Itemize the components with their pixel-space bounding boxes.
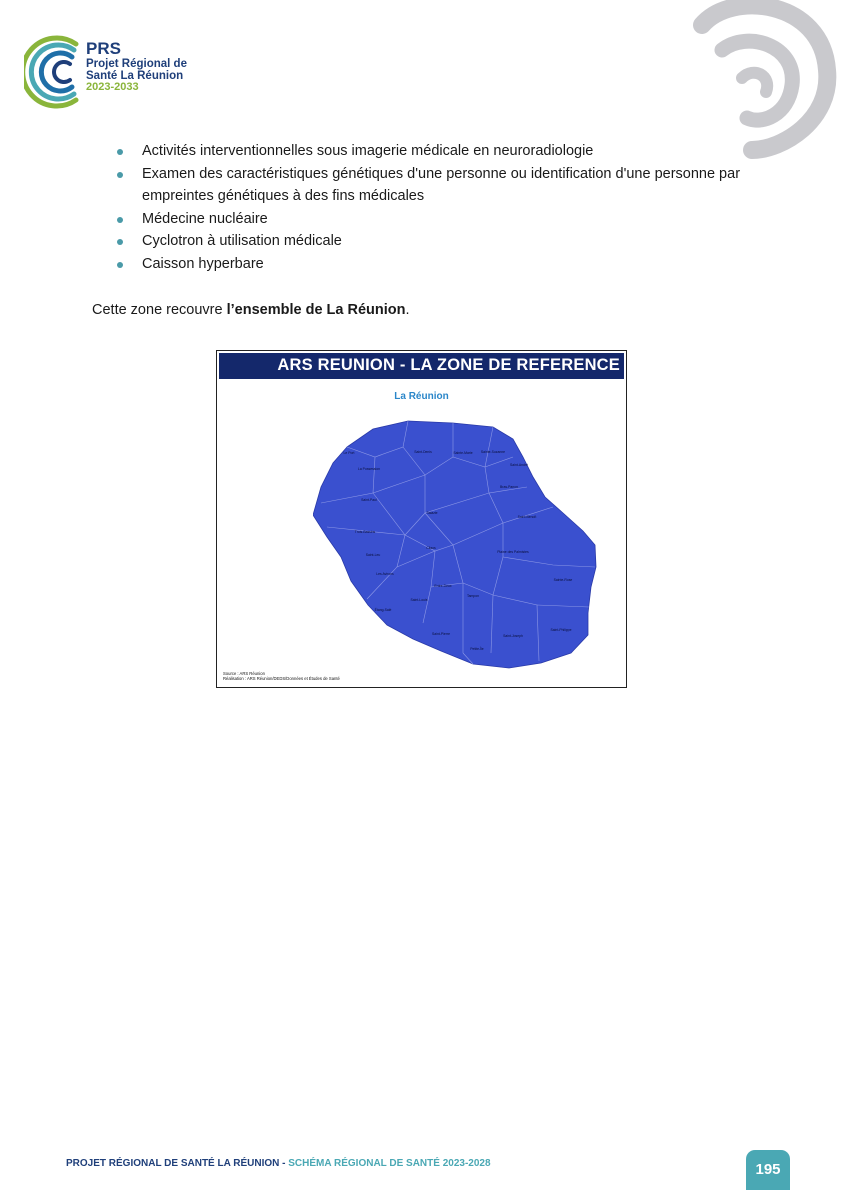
list-item: Médecine nucléaire xyxy=(112,208,772,231)
commune-label: Entre-Deux xyxy=(434,584,452,588)
commune-label: Le Port xyxy=(343,451,355,455)
paragraph-prefix: Cette zone recouvre xyxy=(92,302,227,318)
commune-label: Saint-Denis xyxy=(414,450,432,454)
map-source-note xyxy=(223,671,340,681)
commune-label: Étang-Salé xyxy=(374,608,392,612)
map-source-line: Source : ARS Réunion xyxy=(223,670,265,676)
commune-label: Saint-André xyxy=(510,463,528,467)
paragraph-suffix: . xyxy=(405,302,410,318)
zone-paragraph xyxy=(92,299,410,321)
logo-line-2: Santé La Réunion xyxy=(86,69,184,82)
decorative-swirl-icon xyxy=(692,0,842,160)
activity-list xyxy=(112,140,772,275)
footer-section-title: SCHÉMA RÉGIONAL DE SANTÉ 2023-2028 xyxy=(288,1158,491,1169)
commune-label: Saint-Philippe xyxy=(550,628,572,632)
commune-label: Saint-Benoît xyxy=(517,515,537,519)
commune-label: Tampon xyxy=(466,594,480,598)
commune-label: Saint-Pierre xyxy=(432,632,450,636)
page-footer xyxy=(66,1158,491,1169)
page-number: 195 xyxy=(746,1150,790,1190)
list-item: Caisson hyperbare xyxy=(112,253,772,276)
prs-logo xyxy=(24,30,224,112)
list-item: Examen des caractéristiques génétiques d'une personne ou identification d'une personne par empreintes génétiques à des fins médicales xyxy=(112,163,772,208)
logo-years: 2023-2033 xyxy=(86,80,139,93)
commune-label: Sainte-Rose xyxy=(553,578,573,582)
commune-label: Saint-Leu xyxy=(365,553,381,557)
paragraph-emphasis: l’ensemble de La Réunion xyxy=(226,302,406,318)
map-subtitle: La Réunion xyxy=(394,391,449,402)
figure-title: ARS REUNION - LA ZONE DE REFERENCE xyxy=(277,356,620,374)
commune-label: Les Avirons xyxy=(376,572,394,576)
commune-label: Cilaos xyxy=(426,546,436,550)
commune-label: Trois-Bassins xyxy=(354,530,376,534)
commune-label: Sainte-Suzanne xyxy=(480,450,506,454)
map-credit-line: Réalisation : ARS Réunion/DEDS/Données et Études de Santé xyxy=(223,675,340,681)
commune-label: Petite-Île xyxy=(470,647,484,651)
commune-label: Saint-Louis xyxy=(410,598,428,602)
list-item: Cyclotron à utilisation médicale xyxy=(112,230,772,253)
commune-label: Saint-Paul xyxy=(361,498,377,502)
commune-label: Sainte-Marie xyxy=(453,451,473,455)
prs-logo-icon xyxy=(24,30,84,110)
logo-acronym: PRS xyxy=(86,39,121,58)
commune-label: La Possession xyxy=(357,467,381,471)
logo-line-1: Projet Régional de xyxy=(86,57,187,70)
figure-header xyxy=(219,353,624,379)
footer-document-title: PROJET RÉGIONAL DE SANTÉ LA RÉUNION - xyxy=(66,1158,289,1169)
commune-label: Bras-Panon xyxy=(500,485,518,489)
list-item: Activités interventionnelles sous imagerie médicale en neuroradiologie xyxy=(112,140,772,163)
commune-label: Salazie xyxy=(426,511,438,515)
commune-label: Plaine des Palmistes xyxy=(497,550,529,554)
reunion-map xyxy=(313,417,603,673)
commune-label: Saint-Joseph xyxy=(503,634,523,638)
reference-zone-map-figure xyxy=(216,350,627,688)
